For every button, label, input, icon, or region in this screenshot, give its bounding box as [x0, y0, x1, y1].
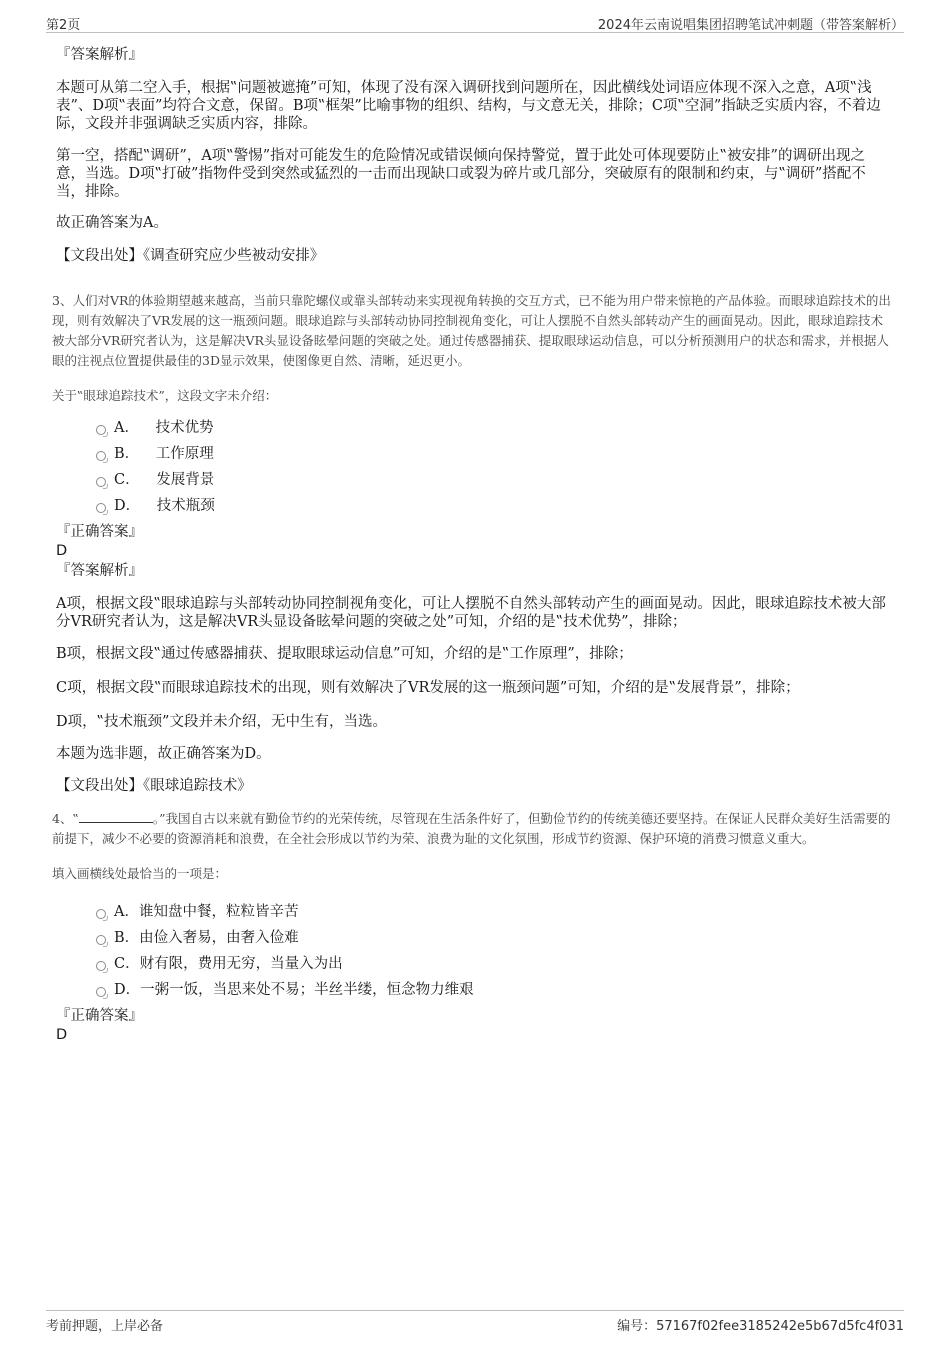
option-text: 财有限，费用无穷，当量入为出 — [139, 956, 343, 972]
q3-analysis-c: C项，根据文段‟而眼球追踪技术的出现，则有效解决了VR发展的这一瓶颈问题”可知，介绍的是‟发展背景”，排除； — [56, 680, 800, 696]
q3-option-b[interactable] — [56, 441, 886, 467]
q4-option-b[interactable] — [56, 925, 886, 951]
q2-source: 【文段出处】《调查研究应少些被动安排》 — [56, 248, 325, 264]
option-text: 技术优势 — [155, 420, 214, 436]
option-letter: B． — [114, 930, 140, 946]
q3-stem: 3、人们对VR的体验期望越来越高，当前只靠陀螺仪或靠头部转动来实现视角转换的交互方式，已不能为用户带来惊艳的产品体验。而眼球追踪技术的出现，则有效解决了VR发展的这一瓶颈问题。眼球追踪与头部转动协同控制视角变化，可让人摆脱不自然头部转动产生的画面晃动。因此，眼球追踪技术被大部分VR研究者认为，这是解决VR头显设备眩晕问题的突破之处。通过传感器捕获、提取眼球运动信息，可以分析预测用户的状态和需求，并根据人眼的注视点位置提供最佳的3D显示效果，使图像更自然、清晰，延迟更小。 — [52, 293, 891, 368]
q3-source: 【文段出处】《眼球追踪技术》 — [56, 778, 252, 794]
q4-stem-prefix: 4、‟ — [52, 811, 79, 826]
q3-conclusion: 本题为选非题，故正确答案为D。 — [56, 746, 271, 762]
page-footer — [46, 1310, 904, 1334]
page-content — [52, 46, 891, 1044]
option-text: 技术瓶颈 — [156, 498, 215, 514]
q3-analysis-d: D项，‟技术瓶颈”文段并未介绍，无中生有，当选。 — [56, 714, 387, 730]
radio-button-icon[interactable] — [96, 987, 106, 997]
fill-in-blank — [79, 810, 153, 823]
option-letter: C． — [114, 956, 140, 972]
footer-slogan: 考前押题，上岸必备 — [46, 1319, 164, 1334]
q4-options — [56, 899, 886, 1003]
q3-analysis-heading: 『答案解析』 — [56, 563, 143, 579]
option-text: 由俭入奢易，由奢入俭难 — [139, 930, 299, 946]
q3-options — [56, 415, 886, 519]
q3-option-d[interactable] — [56, 493, 886, 519]
option-letter: D． — [114, 498, 141, 514]
q2-conclusion: 故正确答案为A。 — [56, 215, 168, 231]
q4-option-d[interactable] — [56, 977, 886, 1003]
q3-option-a[interactable] — [56, 415, 886, 441]
option-letter: C． — [114, 472, 140, 488]
q4-correct-answer: D — [56, 1027, 68, 1043]
q4-stem-text: 。”我国自古以来就有勤俭节约的光荣传统，尽管现在生活条件好了，但勤俭节约的传统美德还要坚持。在保证人民群众美好生活需要的前提下，减少不必要的资源消耗和浪费，在全社会形成以节约为荣、浪费为耻的文化氛围，形成节约资源、保护环境的消费习惯意义重大。 — [52, 811, 891, 846]
page-number: 第2页 — [46, 18, 81, 33]
radio-button-icon[interactable] — [96, 451, 106, 461]
option-letter: A． — [114, 420, 139, 436]
q2-analysis-para-2: 第一空，搭配‟调研”，A项‟警惕”指对可能发生的危险情况或错误倾向保持警觉，置于此处可体现要防止‟被安排”的调研出现之意，当选。D项‟打破”指物件受到突然或猛烈的一击而出现缺口或裂为碎片或几部分，突破原有的限制和约束，与‟调研”搭配不当，排除。 — [56, 148, 866, 200]
radio-button-icon[interactable] — [96, 961, 106, 971]
radio-button-icon[interactable] — [96, 477, 106, 487]
q3-correct-heading: 『正确答案』 — [56, 524, 143, 540]
q3-correct-answer: D — [56, 543, 68, 559]
q3-analysis-a: A项，根据文段‟眼球追踪与头部转动协同控制视角变化，可让人摆脱不自然头部转动产生的画面晃动。因此，眼球追踪技术被大部分VR研究者认为，这是解决VR头显设备眩晕问题的突破之处”可知，介绍的是‟技术优势”，排除； — [56, 596, 886, 630]
radio-button-icon[interactable] — [96, 425, 106, 435]
document-serial: 编号：57167f02fee3185242e5b67d5fc4f031 — [617, 1319, 904, 1334]
q3-prompt: 关于‟眼球追踪技术”，这段文字未介绍： — [52, 388, 278, 403]
q3-option-c[interactable] — [56, 467, 886, 493]
option-text: 谁知盘中餐，粒粒皆辛苦 — [138, 904, 299, 920]
q4-stem — [52, 809, 894, 849]
q2-analysis-para-1: 本题可从第二空入手，根据‟问题被遮掩”可知，体现了没有深入调研找到问题所在，因此横线处词语应体现不深入之意，A项‟浅表”、D项‟表面”均符合文意，保留。B项‟框架”比喻事物的组织、结构，与文意无关，排除；C项‟空洞”指缺乏实质内容，不着边际，文段并非强调缺乏实质内容，排除。 — [56, 80, 881, 132]
option-text: 发展背景 — [156, 472, 215, 488]
option-letter: D． — [114, 982, 141, 998]
q4-prompt: 填入画横线处最恰当的一项是： — [52, 866, 228, 881]
option-text: 一粥一饭，当思来处不易；半丝半缕，恒念物力维艰 — [140, 982, 474, 998]
radio-button-icon[interactable] — [96, 503, 106, 513]
radio-button-icon[interactable] — [96, 909, 106, 919]
option-letter: B． — [114, 446, 140, 462]
document-title: 2024年云南说唱集团招聘笔试冲刺题（带答案解析） — [597, 18, 904, 33]
q2-analysis-heading: 『答案解析』 — [56, 47, 143, 63]
q4-option-a[interactable] — [56, 899, 886, 925]
q4-correct-heading: 『正确答案』 — [56, 1008, 143, 1024]
q4-option-c[interactable] — [56, 951, 886, 977]
radio-button-icon[interactable] — [96, 935, 106, 945]
q3-analysis-b: B项，根据文段‟通过传感器捕获、提取眼球运动信息”可知，介绍的是‟工作原理”，排除； — [56, 646, 633, 662]
option-letter: A． — [114, 904, 139, 920]
option-text: 工作原理 — [155, 446, 214, 462]
page-header — [46, 12, 904, 33]
